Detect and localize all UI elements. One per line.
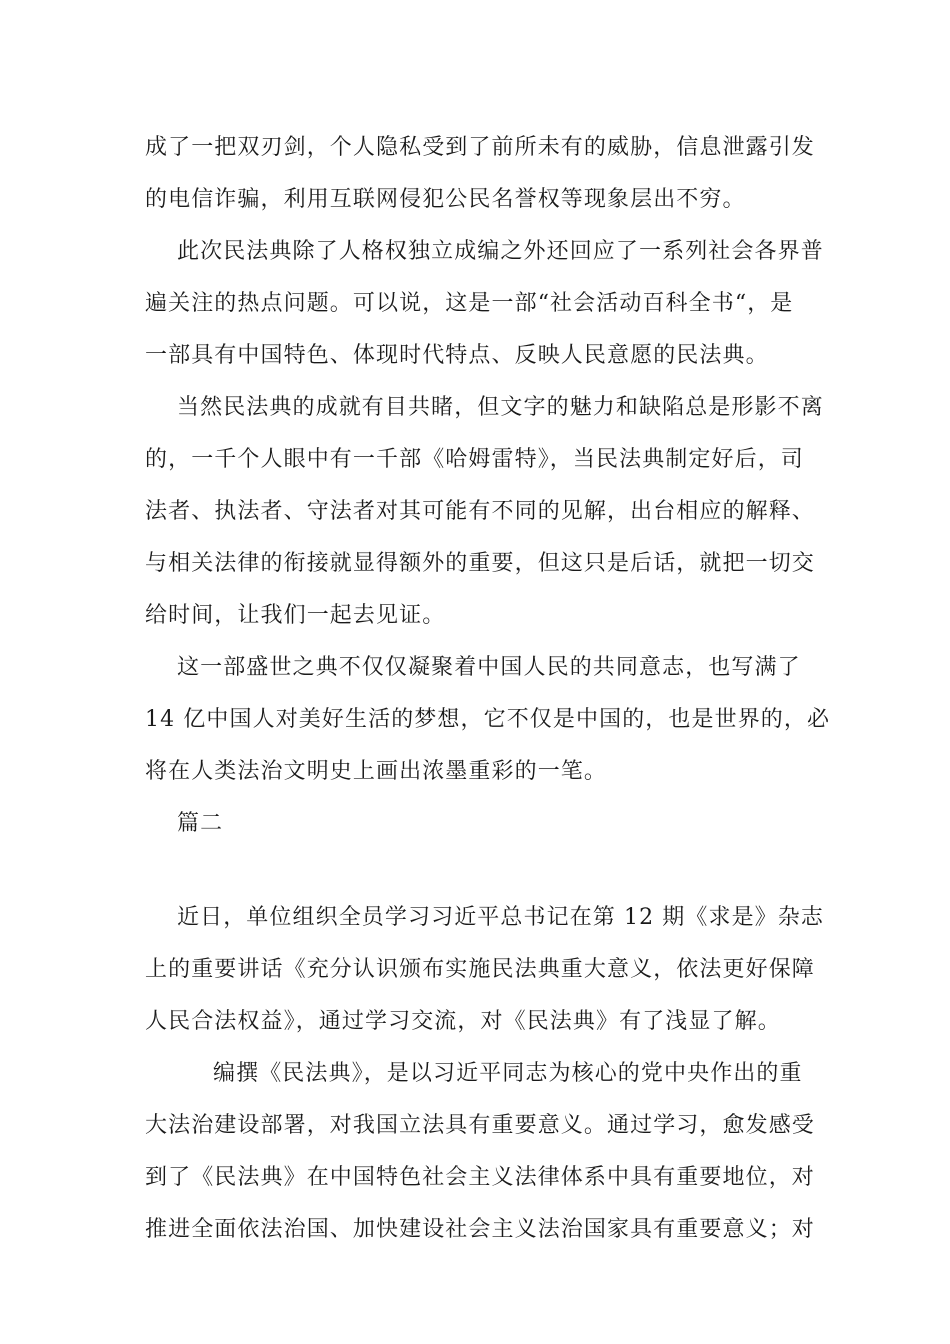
paragraph-first-line: 此次民法典除了人格权独立成编之外还回应了一系列社会各界普: [177, 239, 824, 264]
text-line: 给时间，让我们一起去见证。: [145, 603, 446, 628]
text-line: 大法治建设部署，对我国立法具有重要意义。通过学习，愈发感受: [145, 1113, 815, 1138]
text-line: 法者、执法者、守法者对其可能有不同的见解，出台相应的解释、: [145, 499, 815, 524]
section-heading: 篇二: [177, 811, 224, 836]
paragraph-first-line: 编撰《民法典》，是以习近平同志为核心的党中央作出的重: [213, 1061, 803, 1086]
text-line: 到了《民法典》在中国特色社会主义法律体系中具有重要地位，对: [145, 1165, 815, 1190]
text-line: 一部具有中国特色、体现时代特点、反映人民意愿的民法典。: [145, 343, 769, 368]
text-line: 与相关法律的衔接就显得额外的重要，但这只是后话，就把一切交: [145, 551, 815, 576]
text-line: 遍关注的热点问题。可以说，这是一部“社会活动百科全书“，是: [145, 291, 794, 316]
text-line: 14 亿中国人对美好生活的梦想，它不仅是中国的，也是世界的，必: [145, 707, 831, 732]
text-line: 推进全面依法治国、加快建设社会主义法治国家具有重要意义；对: [145, 1217, 815, 1242]
text-line: 的，一千个人眼中有一千部《哈姆雷特》，当民法典制定好后，司: [145, 447, 804, 472]
paragraph-first-line: 近日，单位组织全员学习习近平总书记在第 12 期《求是》杂志: [177, 905, 824, 930]
text-line: 上的重要讲话《充分认识颁布实施民法典重大意义，依法更好保障: [145, 957, 815, 982]
text-line: 人民合法权益》，通过学习交流，对《民法典》有了浅显了解。: [145, 1009, 781, 1034]
paragraph-first-line: 这一部盛世之典不仅仅凝聚着中国人民的共同意志，也写满了: [177, 655, 801, 680]
text-line: 将在人类法治文明史上画出浓墨重彩的一笔。: [145, 759, 608, 784]
text-line: 成了一把双刃剑，个人隐私受到了前所未有的威胁，信息泄露引发: [145, 135, 815, 160]
text-line: 的电信诈骗，利用互联网侵犯公民名誉权等现象层出不穷。: [145, 187, 746, 212]
paragraph-first-line: 当然民法典的成就有目共睹，但文字的魅力和缺陷总是形影不离: [177, 395, 824, 420]
